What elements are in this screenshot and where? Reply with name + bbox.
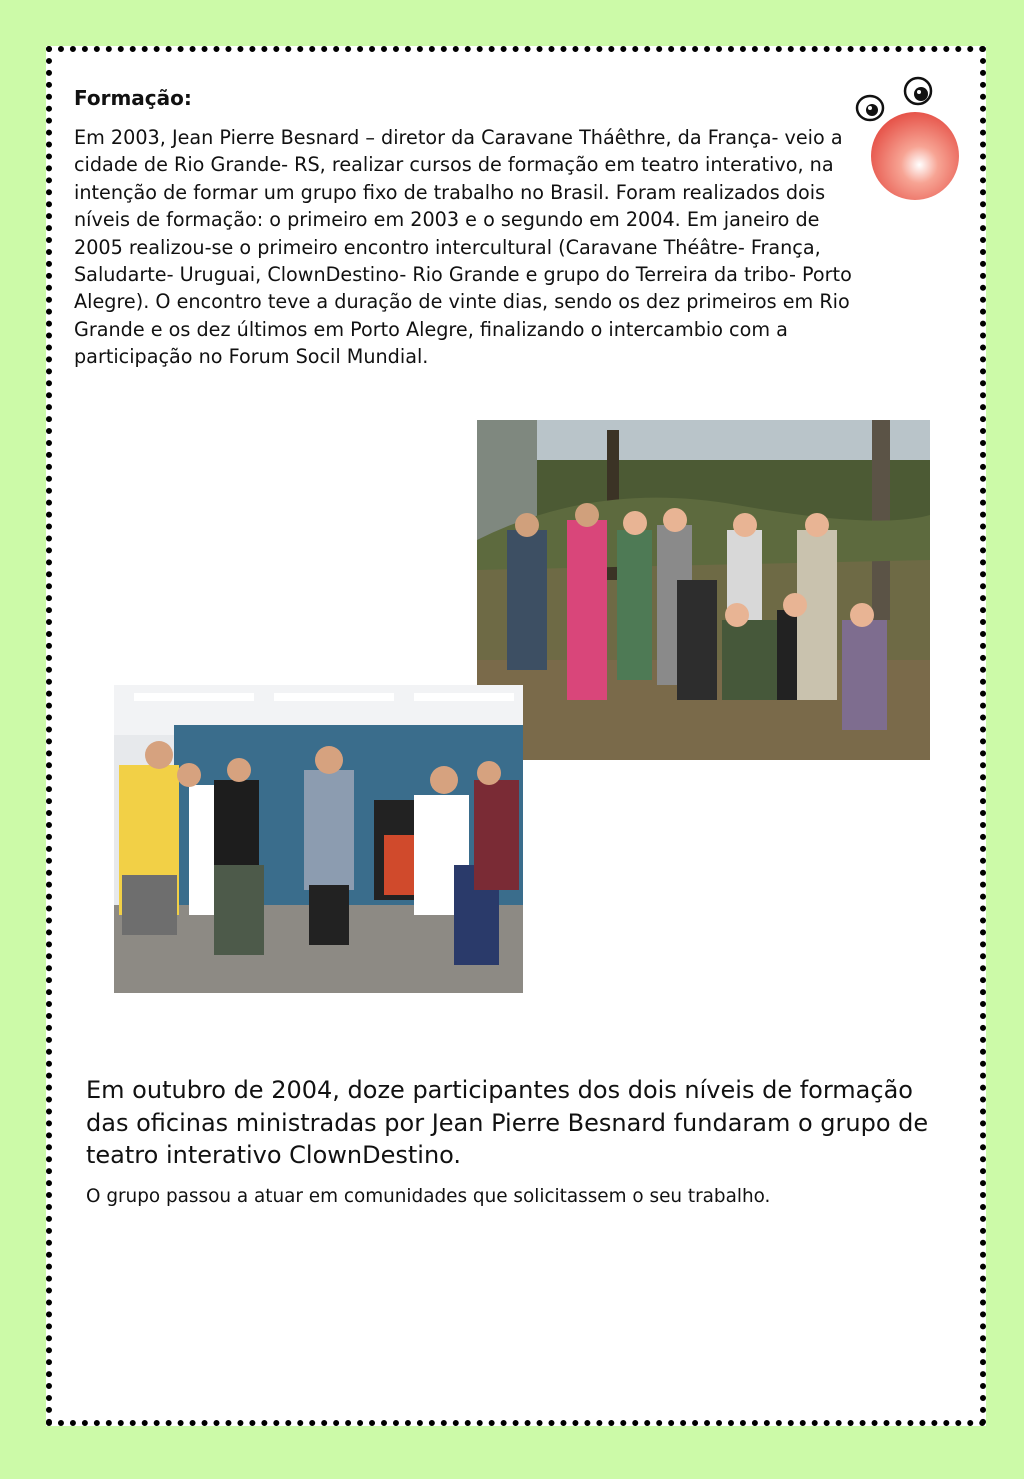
activity-paragraph: O grupo passou a atuar em comunidades que solicitassem o seu trabalho. [86, 1186, 771, 1207]
group-photo-indoor [114, 685, 523, 993]
founding-paragraph: Em outubro de 2004, doze participantes dos dois níveis de formação das oficinas ministradas por Jean Pierre Besnard fundaram o grupo de teatro interativo ClownDestino. [86, 1076, 929, 1169]
clown-nose-eyes-icon [850, 74, 965, 204]
intro-paragraph: Em 2003, Jean Pierre Besnard – diretor da Caravane Tháêthre, da França- veio a cidade de Rio Grande- RS, realizar cursos de formação em teatro interativo, na intenção de formar um grupo fixo de trabalho no Brasil. Foram realizados dois níveis de formação: o primeiro em 2003 e o segundo em 2004. Em janeiro de 2005 realizou-se o primeiro encontro intercultural (Caravane Théâtre- França, Saludarte- Uruguai, ClownDestino- Rio Grande e grupo do Terreira da tribo- Porto Alegre). O encontro teve a duração de vinte dias, sendo os dez primeiros em Rio Grande e os dez últimos em Porto Alegre, finalizando o intercambio com a participação no Forum Socil Mundial. [74, 126, 852, 369]
group-photo-outdoor [477, 420, 930, 760]
section-title: Formação: [74, 86, 192, 110]
